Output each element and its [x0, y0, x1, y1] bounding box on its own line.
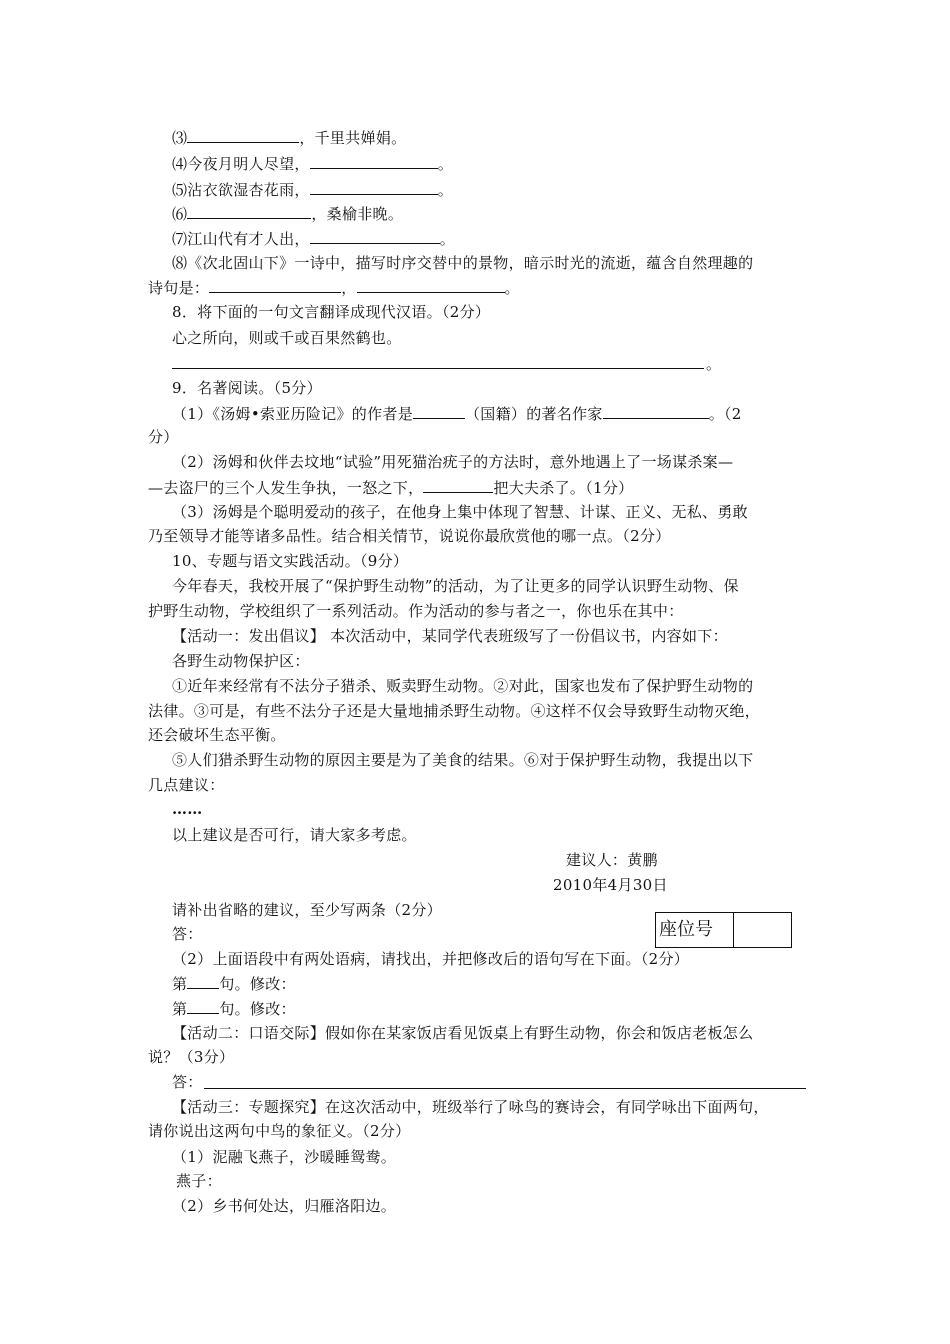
- answer-8-end: 。: [706, 355, 722, 373]
- proposal-ellipsis: ……: [172, 800, 203, 818]
- question-9-2b: [148, 478, 633, 497]
- line-7: [172, 229, 455, 248]
- intro-line-2: 护野生动物，学校组织了一系列活动。作为活动的参与者之一，你也乐在其中：: [148, 602, 684, 620]
- proposal-s1c: 还会破坏生态平衡。: [148, 726, 286, 744]
- text-9-2b: —去盗尸的三个人发生争执，一怒之下，: [148, 479, 424, 497]
- line-6: [172, 204, 403, 223]
- text-8b-a: 诗句是：: [148, 279, 210, 297]
- num-3: ⑶: [172, 129, 188, 147]
- blank-7[interactable]: [310, 229, 440, 244]
- text-8b-c: 。: [504, 279, 520, 297]
- activity-1-task-2: （2）上面语段中有两处语病，请找出，并把修改后的语句写在下面。（2分）: [172, 950, 690, 968]
- activity-1-task-1: 请补出省略的建议，至少写两条（2分）: [172, 901, 442, 919]
- text-8b-b: ，: [341, 279, 357, 297]
- activity-2-b: 说？（3分）: [148, 1048, 235, 1066]
- question-9-1-cont: 分）: [148, 428, 179, 446]
- question-9-1: [172, 404, 742, 423]
- blank-fix-1[interactable]: [187, 974, 219, 989]
- question-9: 9．名著阅读。（5分）: [172, 379, 322, 397]
- line-4: [172, 154, 453, 173]
- activity-1-heading: 【活动一：发出倡议】 本次活动中，某同学代表班级写了一份倡议书，内容如下：: [172, 627, 728, 645]
- proposal-s2b: 几点建议：: [148, 776, 225, 794]
- text-7b: 。: [439, 230, 456, 248]
- fix-2-b: 句。修改：: [219, 1000, 296, 1018]
- text-7a: ⑺江山代有才人出，: [172, 230, 310, 248]
- proposal-salutation: 各野生动物保护区：: [172, 652, 310, 670]
- fix-line-1: [172, 974, 296, 993]
- proposal-signer: 建议人：黄鹏: [566, 851, 658, 869]
- seat-number-label: 座位号: [656, 913, 734, 947]
- line-8b: [148, 278, 520, 297]
- blank-4[interactable]: [310, 154, 438, 169]
- poem-2: （2）乡书何处达，归雁洛阳边。: [172, 1197, 397, 1215]
- proposal-closing: 以上建议是否可行，请大家多考虑。: [172, 826, 417, 844]
- question-9-2a: （2）汤姆和伙伴去坟地“试验”用死猫治疣子的方法时，意外地遇上了一场谋杀案—: [172, 453, 734, 471]
- text-9-1a: （1）《汤姆•索亚历险记》的作者是: [172, 405, 413, 423]
- text-6: ，桑榆非晚。: [311, 205, 404, 223]
- blank-3[interactable]: [187, 128, 299, 143]
- line-5: [172, 180, 453, 199]
- blank-9-2[interactable]: [423, 478, 493, 493]
- fix-1-a: 第: [172, 975, 188, 993]
- activity-3-b: 请你说出这两句中鸟的象征义。（2分）: [148, 1122, 411, 1140]
- proposal-s2a: ⑤人们猎杀野生动物的原因主要是为了美食的结果。⑥对于保护野生动物，我提出以下: [172, 751, 754, 769]
- blank-8b[interactable]: [357, 278, 505, 293]
- blank-6[interactable]: [187, 204, 311, 219]
- text-5b: 。: [437, 181, 454, 199]
- line-3: [172, 128, 406, 147]
- text-4b: 。: [437, 155, 454, 173]
- blank-fix-2[interactable]: [187, 999, 219, 1014]
- proposal-date: 2010年4月30日: [553, 876, 668, 894]
- question-10: 10、专题与语文实践活动。（9分）: [172, 552, 409, 570]
- answer-2-label: 答：: [172, 1073, 203, 1091]
- bird-1-label: 燕子：: [176, 1172, 222, 1190]
- blank-9-1b[interactable]: [603, 404, 709, 419]
- seat-number-field[interactable]: [734, 913, 791, 947]
- question-8: 8．将下面的一句文言翻译成现代汉语。（2分）: [172, 303, 491, 321]
- answer-line-8[interactable]: [172, 368, 704, 369]
- question-9-3b: 乃至领导才能等诸多品性。结合相关情节，说说你最欣赏他的哪一点。（2分）: [148, 527, 671, 545]
- poem-1: （1）泥融飞燕子，沙暖睡鸳鸯。: [172, 1148, 397, 1166]
- line-8: ⑻《次北固山下》一诗中，描写时序交替中的景物，暗示时光的流逝，蕴含自然理趣的: [172, 254, 754, 272]
- activity-2-a: 【活动二：口语交际】假如你在某家饭店看见饭桌上有野生动物，你会和饭店老板怎么: [172, 1024, 754, 1042]
- fix-line-2: [172, 999, 296, 1018]
- text-3: ，千里共婵娟。: [299, 129, 407, 147]
- answer-line-2[interactable]: [204, 1088, 806, 1089]
- proposal-s1a: ①近年来经常有不法分子猎杀、贩卖野生动物。②对此，国家也发布了保护野生动物的: [172, 677, 754, 695]
- blank-5[interactable]: [310, 180, 438, 195]
- fix-1-b: 句。修改：: [219, 975, 296, 993]
- fix-2-a: 第: [172, 1000, 188, 1018]
- answer-1-label: 答：: [172, 925, 203, 943]
- text-9-2c: 把大夫杀了。（1分）: [493, 479, 634, 497]
- text-4a: ⑷今夜月明人尽望，: [172, 155, 310, 173]
- text-9-1b: （国籍）的著名作家: [465, 405, 603, 423]
- blank-9-1a[interactable]: [413, 404, 465, 419]
- text-5a: ⑸沾衣欲湿杏花雨，: [172, 181, 310, 199]
- question-8-sentence: 心之所向，则或千或百果然鹤也。: [172, 329, 402, 347]
- activity-3-a: 【活动三：专题探究】在这次活动中，班级举行了咏鸟的赛诗会，有同学咏出下面两句，: [172, 1098, 769, 1116]
- question-9-3a: （3）汤姆是个聪明爱动的孩子，在他身上集中体现了智慧、计谋、正义、无私、勇敢: [172, 503, 748, 521]
- intro-line-1: 今年春天，我校开展了“保护野生动物”的活动，为了让更多的同学认识野生动物、保: [172, 577, 739, 595]
- seat-number-box: [655, 912, 792, 948]
- proposal-s1b: 法律。③可是，有些不法分子还是大量地捕杀野生动物。④这样不仅会导致野生动物灭绝，: [148, 702, 761, 720]
- text-9-1c: 。（2: [708, 405, 742, 423]
- blank-8a[interactable]: [209, 278, 341, 293]
- num-6: ⑹: [172, 205, 188, 223]
